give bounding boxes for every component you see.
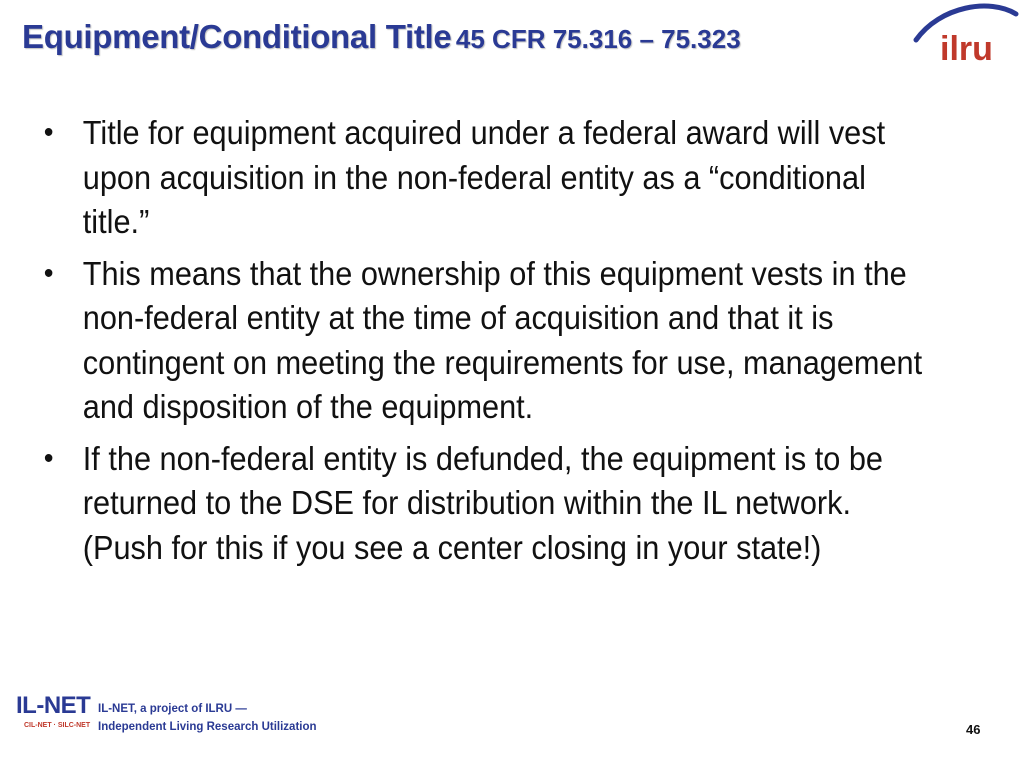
- bullet-marker: •: [43, 116, 54, 149]
- bullet-text: If the non-federal entity is defunded, the equipment is to be returned to the DSE for distribution within the IL network. (Push for this if you see a center closing in your state!): [82, 439, 883, 566]
- bullet-text: Title for equipment acquired under a federal award will vest upon acquisition in the non-federal entity as a “conditional title.”: [82, 114, 886, 240]
- title-main: Equipment/Conditional Title: [22, 18, 452, 55]
- bullet-item: [40, 111, 924, 245]
- bullet-item: [40, 437, 924, 571]
- bullet-item: [40, 252, 924, 430]
- bullet-text: This means that the ownership of this equipment vests in the non-federal entity at the time of acquisition and that it is contingent on meeting the requirements for use, management and disposition of the equipment.: [82, 254, 923, 425]
- il-net-logo: [14, 692, 104, 740]
- footer-text: [98, 700, 317, 736]
- il-net-logo-subtext: CIL-NET · SILC-NET: [24, 722, 91, 729]
- bullet-marker: •: [43, 256, 54, 290]
- ilru-logo-text: ilru: [940, 30, 993, 64]
- page-number: 46: [966, 722, 981, 737]
- il-net-logo-text: IL-NET: [16, 692, 91, 719]
- title-cfr-reference: 45 CFR 75.316 – 75.323: [455, 24, 741, 54]
- bullet-marker: •: [43, 441, 54, 475]
- footer-line-2: Independent Living Research Utilization: [98, 721, 317, 733]
- footer-line-1: IL-NET, a project of ILRU —: [98, 703, 247, 715]
- ilru-logo: [910, 2, 1020, 64]
- bullet-list: [40, 111, 924, 577]
- slide-title: [22, 14, 902, 67]
